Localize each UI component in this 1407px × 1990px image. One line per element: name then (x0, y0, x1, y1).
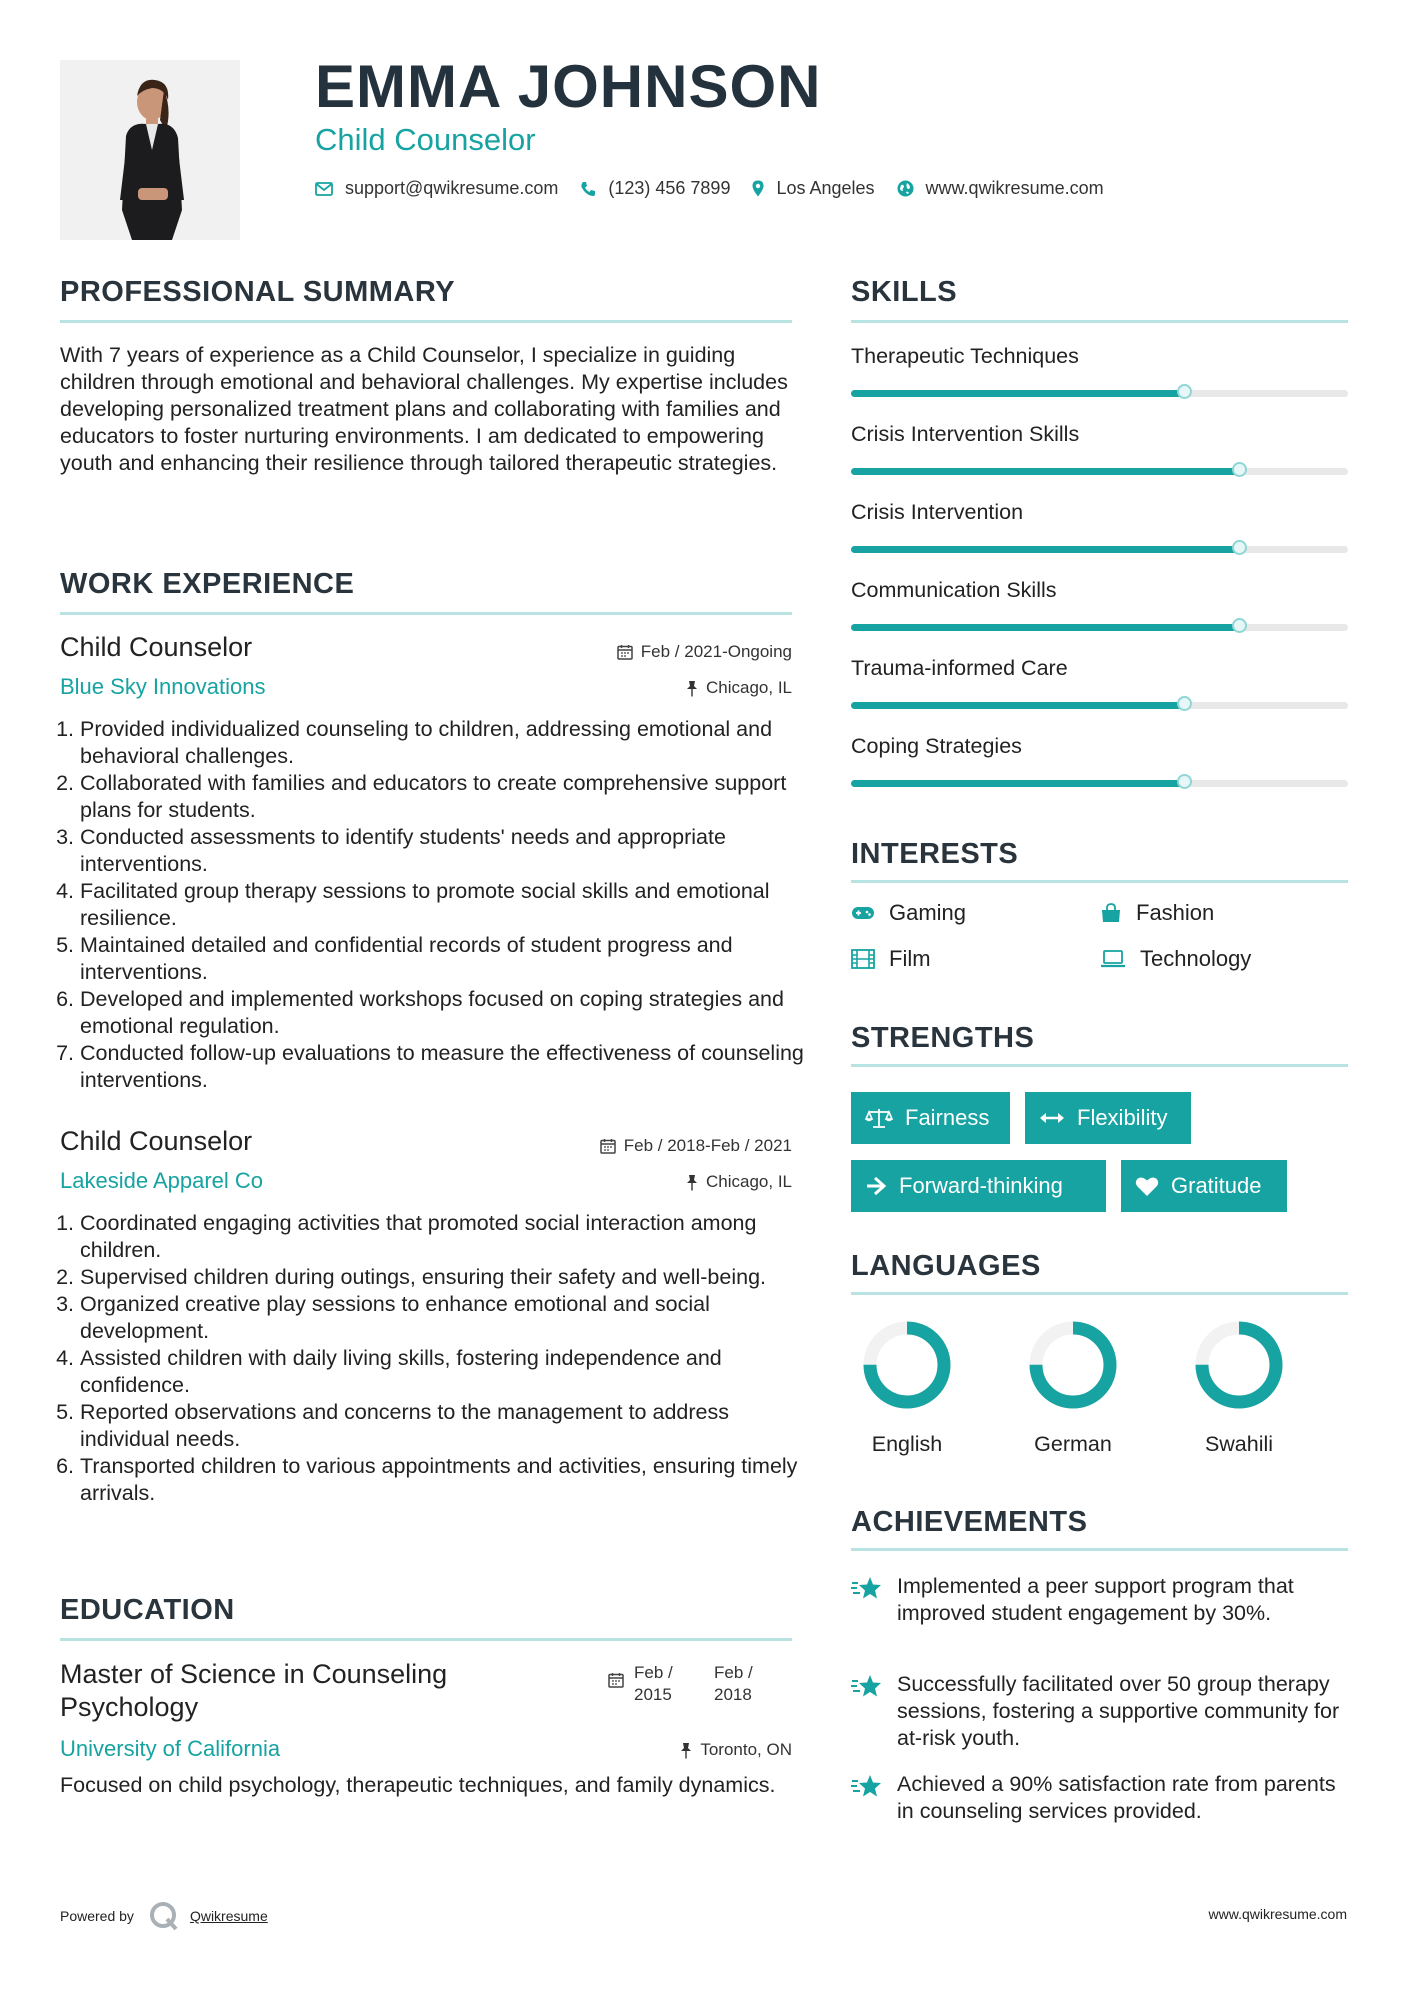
interest-label: Gaming (889, 900, 967, 925)
job-duties-list (60, 716, 815, 1094)
strength-label: Fairness (905, 1105, 990, 1130)
achievement-item (851, 1771, 1351, 1825)
calendar-icon (608, 1672, 624, 1688)
candidate-title: Child Counselor (315, 122, 536, 157)
pushpin-icon (686, 680, 698, 697)
list-item: 7. Conducted follow-up evaluations to measure the effectiveness of counseling interventions. (80, 1040, 815, 1094)
shooting-star-icon (851, 1773, 883, 1799)
company-name: Lakeside Apparel Co (60, 1168, 264, 1193)
achievement-item (851, 1671, 1351, 1752)
skill-bar-fill (851, 546, 1239, 553)
calendar-icon (617, 644, 633, 660)
skill-bar-handle (1177, 774, 1192, 789)
achievement-text: Implemented a peer support program that improved student engagement by 30%. (897, 1574, 1294, 1625)
section-divider (60, 1638, 792, 1641)
contact-location-text: Los Angeles (776, 178, 875, 198)
section-title-achievements: ACHIEVEMENTS (851, 1506, 1088, 1538)
skill-label: Crisis Intervention Skills (851, 422, 1080, 446)
section-divider (851, 1292, 1348, 1295)
skill-label: Therapeutic Techniques (851, 344, 1079, 368)
map-pin-icon (752, 180, 764, 197)
qwikresume-logo-icon (148, 1900, 180, 1932)
list-item: 3. Organized creative play sessions to enhance emotional and social development. (80, 1291, 815, 1345)
section-title-education: EDUCATION (60, 1594, 235, 1626)
list-item: 1. Coordinated engaging activities that promoted social interaction among children. (80, 1210, 815, 1264)
skill-label: Communication Skills (851, 578, 1057, 602)
job-location-text: Chicago, IL (706, 678, 792, 697)
education-end-date: Feb / 2018 (714, 1663, 753, 1704)
section-divider (851, 1548, 1348, 1551)
contact-email[interactable] (315, 178, 558, 199)
list-item: 1. Provided individualized counseling to children, addressing emotional and behavioral challenges. (80, 716, 815, 770)
strength-badge-flexibility (1025, 1092, 1191, 1144)
contact-email-text: support@qwikresume.com (345, 178, 559, 198)
arrow-right-icon (865, 1176, 887, 1196)
list-item: 5. Maintained detailed and confidential records of student progress and interventions. (80, 932, 815, 986)
strength-badge-fairness (851, 1092, 1010, 1144)
language-ring (1026, 1318, 1120, 1412)
skill-bar-fill (851, 624, 1239, 631)
globe-icon (897, 180, 914, 197)
language-label: Swahili (1204, 1432, 1274, 1456)
envelope-icon (315, 182, 333, 196)
interest-technology (1100, 946, 1251, 972)
interest-label: Fashion (1136, 900, 1215, 925)
list-item: 2. Supervised children during outings, ensuring their safety and well-being. (80, 1264, 815, 1291)
skill-bar-handle (1177, 384, 1192, 399)
language-label: English (871, 1432, 943, 1456)
profile-photo (60, 60, 240, 240)
job-dates (480, 1136, 792, 1156)
language-ring (1192, 1318, 1286, 1412)
job-title: Child Counselor (60, 632, 253, 662)
skill-bar-handle (1177, 696, 1192, 711)
section-divider (851, 880, 1348, 883)
person-portrait-icon (60, 60, 240, 240)
list-item: 6. Transported children to various appointments and activities, ensuring timely arrivals. (80, 1453, 815, 1507)
skill-bar (851, 624, 1348, 631)
interest-gaming (851, 900, 966, 926)
skill-bar-fill (851, 468, 1239, 475)
footer-website[interactable]: www.qwikresume.com (1208, 1906, 1347, 1922)
skill-bar (851, 546, 1348, 553)
job-dates-text: Feb / 2018-Feb / 2021 (623, 1136, 792, 1155)
laptop-icon (1100, 950, 1126, 968)
shooting-star-icon (851, 1673, 883, 1699)
achievement-text: Achieved a 90% satisfaction rate from parents in counseling services provided. (897, 1772, 1336, 1823)
language-gauge-english (860, 1318, 954, 1417)
skill-bar (851, 702, 1348, 709)
education-location (480, 1740, 792, 1760)
balance-scale-icon (865, 1107, 893, 1129)
list-item: 2. Collaborated with families and educators to create comprehensive support plans for students. (80, 770, 815, 824)
job-dates-text: Feb / 2021-Ongoing (640, 642, 792, 661)
language-ring (860, 1318, 954, 1412)
section-title-skills: SKILLS (851, 276, 958, 308)
language-gauge-german (1026, 1318, 1120, 1417)
skill-bar-fill (851, 780, 1184, 787)
calendar-icon (600, 1138, 616, 1154)
skill-label: Crisis Intervention (851, 500, 1024, 524)
education-location-text: Toronto, ON (700, 1740, 792, 1759)
education-start-date: Feb / 2015 (634, 1663, 673, 1704)
film-icon (851, 949, 875, 969)
shooting-star-icon (851, 1575, 883, 1601)
interest-fashion (1100, 900, 1214, 926)
skill-bar-handle (1232, 462, 1247, 477)
gamepad-icon (851, 905, 875, 921)
job-location-text: Chicago, IL (706, 1172, 792, 1191)
achievement-item (851, 1573, 1351, 1627)
skill-bar-fill (851, 702, 1184, 709)
section-title-experience: WORK EXPERIENCE (60, 568, 355, 600)
list-item: 4. Assisted children with daily living skills, fostering independence and confidence. (80, 1345, 815, 1399)
strength-label: Forward-thinking (899, 1173, 1063, 1198)
section-divider (60, 320, 792, 323)
interest-film (851, 946, 931, 972)
section-divider (60, 612, 792, 615)
skill-bar (851, 468, 1348, 475)
arrows-horizontal-icon (1039, 1111, 1065, 1125)
footer-powered-by (60, 1900, 268, 1932)
interest-label: Film (889, 946, 931, 971)
candidate-name: EMMA JOHNSON (315, 53, 822, 120)
contact-location (752, 178, 874, 199)
job-duties-list (60, 1210, 815, 1507)
school-name: University of California (60, 1736, 281, 1761)
contact-bar (315, 178, 1126, 199)
section-divider (851, 1064, 1348, 1067)
list-item: 3. Conducted assessments to identify students' needs and appropriate interventions. (80, 824, 815, 878)
company-name: Blue Sky Innovations (60, 674, 266, 699)
skill-bar-handle (1232, 618, 1247, 633)
skill-bar-fill (851, 390, 1184, 397)
skill-bar-handle (1232, 540, 1247, 555)
skill-bar (851, 780, 1348, 787)
achievement-text: Successfully facilitated over 50 group therapy sessions, fostering a supportive community for at-risk youth. (897, 1672, 1340, 1750)
strength-badge-gratitude (1121, 1160, 1287, 1212)
section-title-summary: PROFESSIONAL SUMMARY (60, 276, 456, 308)
contact-phone-text: (123) 456 7899 (608, 178, 731, 198)
job-dates (480, 642, 792, 662)
section-title-languages: LANGUAGES (851, 1250, 1041, 1282)
interest-label: Technology (1140, 946, 1252, 971)
powered-by-label: Powered by (60, 1908, 134, 1924)
job-title: Child Counselor (60, 1126, 253, 1156)
job-location (480, 678, 792, 698)
list-item: 5. Reported observations and concerns to the management to address individual needs. (80, 1399, 815, 1453)
list-item: 6. Developed and implemented workshops focused on coping strategies and emotional regulation. (80, 986, 815, 1040)
strength-label: Gratitude (1171, 1173, 1262, 1198)
phone-icon (580, 181, 596, 197)
pushpin-icon (680, 1742, 692, 1759)
contact-phone[interactable] (580, 178, 730, 199)
degree-title: Master of Science in Counseling Psychology (60, 1659, 448, 1722)
skill-label: Trauma-informed Care (851, 656, 1068, 680)
shopping-bag-icon (1100, 903, 1122, 923)
skill-bar (851, 390, 1348, 397)
job-location (480, 1172, 792, 1192)
education-description: Focused on child psychology, therapeutic techniques, and family dynamics. (60, 1773, 776, 1797)
strength-label: Flexibility (1077, 1105, 1168, 1130)
qwikresume-link[interactable]: Qwikresume (189, 1908, 268, 1924)
contact-website[interactable] (897, 178, 1104, 199)
strength-badge-forward-thinking (851, 1160, 1106, 1212)
contact-website-text: www.qwikresume.com (925, 178, 1104, 198)
pushpin-icon (686, 1174, 698, 1191)
skill-label: Coping Strategies (851, 734, 1022, 758)
section-divider (851, 320, 1348, 323)
heart-icon (1135, 1176, 1159, 1197)
language-label: German (1034, 1432, 1112, 1456)
language-gauge-swahili (1192, 1318, 1286, 1417)
section-title-interests: INTERESTS (851, 838, 1019, 870)
list-item: 4. Facilitated group therapy sessions to promote social skills and emotional resilience. (80, 878, 815, 932)
education-dates (608, 1662, 772, 1706)
summary-text: With 7 years of experience as a Child Counselor, I specialize in guiding children through emotional and behavioral challenges. My expertise includes developing personalized treatment plans and collaborating with families and educators to foster nurturing environments. I am dedicated to empowering youth and enhancing their resilience through tailored therapeutic strategies. (60, 343, 788, 475)
section-title-strengths: STRENGTHS (851, 1022, 1035, 1054)
